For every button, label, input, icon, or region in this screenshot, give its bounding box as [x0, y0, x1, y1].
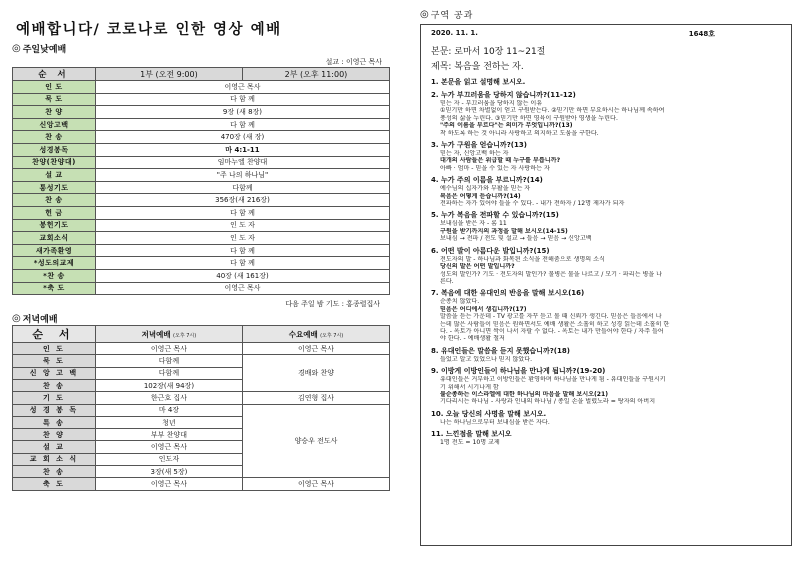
wednesday-value: 김연형 집사 — [242, 392, 389, 404]
question-heading: 6. 어떤 발이 아름다운 발입니까?(15) — [431, 246, 550, 255]
row-label: 찬 송 — [13, 194, 96, 207]
row-label: 기 도 — [13, 392, 96, 404]
row-value: 인 도 자 — [95, 232, 389, 245]
row-label: *성도의교제 — [13, 257, 96, 270]
evening-section-title: 저녁예배 — [22, 315, 58, 326]
answer-line: 기 위해서 시기나게 함 — [440, 383, 499, 391]
row-label: *축 도 — [13, 282, 96, 295]
answer-line: 기다리시는 하나님 - 사랑과 인내의 하나님 / 종일 손을 벌렸노라 = 탕자의 아버지 — [440, 398, 656, 406]
circle-icon: ◎ — [420, 9, 429, 20]
question-item — [431, 347, 785, 363]
answer-line: 믿는 자, 신앙고백 하는 자 — [440, 150, 509, 158]
row-label: 찬 송 — [13, 379, 96, 391]
next-prayer-note: 다음 주일 밤 기도 : 홍종렬집사 — [285, 300, 380, 309]
evening-value: 부부 찬양대 — [95, 429, 242, 441]
row-label: 성경봉독 — [13, 143, 96, 156]
table-row — [13, 392, 390, 404]
lesson-section-title: 구역 공과 — [430, 11, 474, 21]
question-item — [431, 141, 785, 172]
header-evening-label: 저녁예배 — [141, 329, 171, 339]
answer-line: 보내심을 받은 자 - 롬 11 — [440, 220, 507, 228]
question-heading: 11. 느낀점을 말해 보시오 — [431, 430, 512, 439]
row-label: 설 교 — [13, 441, 96, 453]
row-label: 특 송 — [13, 416, 96, 428]
question-heading: 10. 오늘 당신의 사명을 말해 보시오. — [431, 409, 547, 418]
header-order: 순 서 — [13, 326, 96, 343]
question-heading: 4. 누가 주의 이름을 부르니까?(14) — [431, 176, 543, 185]
table-row — [13, 244, 390, 257]
answer-line: 전파하는 자가 있어야 들을 수 있다. - 내가 전하자 / 12명 제자가 되자 — [440, 200, 625, 208]
evening-value: 마 4장 — [95, 404, 242, 416]
left-page — [12, 8, 390, 491]
row-value: 다함께 — [95, 181, 389, 194]
question-heading: 3. 누가 구원을 얻습니까?(13) — [431, 141, 527, 150]
row-label: 찬 송 — [13, 466, 96, 478]
evening-value: 이영근 목사 — [95, 441, 242, 453]
evening-value: 3장(새 5장) — [95, 466, 242, 478]
row-label: 설 교 — [13, 169, 96, 182]
header-wednesday — [242, 326, 389, 343]
lesson-theme: 제목: 복음을 전하는 자. — [431, 62, 524, 72]
evening-value: 다함께 — [95, 355, 242, 367]
answer-line: 들었고 알고 있었으나 믿지 않았다. — [440, 355, 533, 363]
row-label: 인 도 — [13, 81, 96, 94]
answer-line: 예수님의 십자가와 부활을 믿는 자 — [440, 185, 531, 193]
row-label: 인 도 — [13, 343, 96, 355]
table-row — [13, 194, 390, 207]
lesson-section-header — [420, 8, 792, 21]
row-label: 묵 도 — [13, 93, 96, 106]
wednesday-value: 양승우 전도사 — [242, 404, 389, 478]
row-value: 마 4:1-11 — [95, 143, 389, 156]
sunday-section-title: 주일낮예배 — [22, 45, 67, 55]
row-label: 교회소식 — [13, 232, 96, 245]
row-value: 40장 (새 161장) — [95, 269, 389, 282]
row-value: 다 함 께 — [95, 244, 389, 257]
question-item — [431, 78, 785, 87]
answer-line: 풍성의 삶을 누린다. ③믿기만 하면 영육이 구원받아 영생을 누린다. — [440, 114, 618, 122]
row-label: 묵 도 — [13, 355, 96, 367]
header-second-service: 2부 (오후 11:00) — [242, 68, 389, 81]
answer-line: 순종치 않았다. — [440, 298, 480, 306]
row-value: 356장(새 216장) — [95, 194, 389, 207]
row-value: 다 함 께 — [95, 257, 389, 270]
row-label: 성 경 봉 독 — [13, 404, 96, 416]
row-label: 새가족환영 — [13, 244, 96, 257]
answer-line: 불순종하는 이스라엘에 대한 하나님의 마음을 말해 보시오(21) — [440, 390, 609, 398]
answer-line: 대개의 사람들은 위급할 때 누구를 부릅니까? — [440, 157, 561, 165]
evening-section-header — [12, 312, 390, 325]
wednesday-value: 경배와 찬양 — [242, 355, 389, 392]
sunday-service-table — [12, 67, 390, 295]
answer-line: 구원을 받기까지의 과정을 말해 보시오(14-15) — [440, 227, 568, 235]
evening-value: 이영근 목사 — [95, 478, 242, 490]
row-label: 신앙고백 — [13, 118, 96, 131]
evening-service-table — [12, 325, 390, 491]
table-row — [13, 343, 390, 355]
lesson-box — [420, 24, 792, 546]
row-value: 이영근 목사 — [95, 282, 389, 295]
table-row — [13, 355, 390, 367]
question-item — [431, 91, 785, 137]
answer-line: 보내심 → 전파 / 전도 및 설교 → 들음 → 믿음 → 신앙고백 — [440, 235, 592, 243]
row-value: 임마누엘 찬양대 — [95, 156, 389, 169]
row-label: 신 앙 고 백 — [13, 367, 96, 379]
table-row — [13, 219, 390, 232]
question-heading: 8. 유대인들은 말씀을 듣지 못했습니까?(18) — [431, 346, 570, 355]
header-evening-time: (오후 7시) — [173, 332, 197, 339]
sermon-author: 설교 : 이영근 목사 — [325, 58, 382, 66]
table-row — [13, 232, 390, 245]
header-wednesday-time: (오후 7시) — [320, 332, 344, 339]
table-row — [13, 169, 390, 182]
evening-value: 한근호 집사 — [95, 392, 242, 404]
question-item — [431, 410, 785, 426]
answer-line: 아빠 · 엄마 - 믿을 수 있는 자 사랑하는 자 — [440, 164, 550, 172]
answer-line: 야 한다. - 예배생활 철저 — [440, 335, 505, 343]
answer-line: 복음은 어떻게 듣습니까?(14) — [440, 192, 521, 200]
row-value: 다 함 께 — [95, 93, 389, 106]
table-header-row — [13, 326, 390, 343]
answer-line: 당신의 발은 어떤 발입니까? — [440, 263, 515, 271]
question-heading: 1. 본문을 읽고 설명해 보시오. — [431, 78, 526, 86]
evening-value: 이영근 목사 — [95, 343, 242, 355]
row-label: 통성기도 — [13, 181, 96, 194]
sunday-section-header — [12, 42, 390, 55]
header-wednesday-label: 수요예배 — [288, 329, 318, 339]
answer-line: "주의 이름을 부르다"는 의미가 무엇입니까?(13) — [440, 122, 573, 130]
page-title: 예배합니다/ 코로나로 인한 영상 예배 — [16, 22, 282, 38]
row-value: "주 나의 하나님" — [95, 169, 389, 182]
table-row — [13, 269, 390, 282]
row-label: 교 회 소 식 — [13, 453, 96, 465]
table-row — [13, 81, 390, 94]
scripture-text: 본문: 로마서 10장 11~21절 — [431, 47, 546, 57]
table-row — [13, 131, 390, 144]
row-label: 찬 양 — [13, 106, 96, 119]
answer-line: 는데 많은 사람들이 믿음은 원하면서도 예배 생활은 소홀히 하고 성경 읽는데 소홀히 한 — [440, 320, 670, 328]
table-row — [13, 143, 390, 156]
table-row — [13, 206, 390, 219]
circle-icon: ◎ — [12, 313, 21, 325]
row-value: 9장 (새 8장) — [95, 106, 389, 119]
answer-line: 성도의 발인가? 기도 · 전도자의 발인가? 물병은 물을 나르고 / 모기 · 파리는 병을 나 — [440, 270, 662, 278]
table-row — [13, 156, 390, 169]
answer-line: 1명 전도 = 10명 교제 — [440, 439, 500, 447]
row-value: 이영근 목사 — [95, 81, 389, 94]
row-label: 봉헌기도 — [13, 219, 96, 232]
date-line — [431, 29, 785, 39]
lesson-date: 2020. 11. 1. — [431, 29, 478, 37]
row-label: 찬양(찬양대) — [13, 156, 96, 169]
table-row — [13, 181, 390, 194]
question-item — [431, 211, 785, 242]
row-value: 다 함 께 — [95, 118, 389, 131]
question-heading: 9. 이방게 이방인들이 하나님을 만나게 됩니까?(19-20) — [431, 367, 606, 376]
question-item — [431, 176, 785, 207]
table-row — [13, 106, 390, 119]
answer-line: 유대인들은 거부하고 이방인들은 환영하며 하나님을 만나게 됨 - 유대인들을 구원시키 — [440, 376, 666, 384]
evening-value: 인도자 — [95, 453, 242, 465]
row-label: 헌 금 — [13, 206, 96, 219]
row-label: *찬 송 — [13, 269, 96, 282]
wednesday-value: 이영근 목사 — [242, 478, 389, 490]
table-row — [13, 478, 390, 490]
answer-line: 나는 하나님으로부터 보내심을 받은 자다. — [440, 418, 550, 426]
table-row — [13, 282, 390, 295]
answer-line: 말씀을 듣는 가운데 - TV 광고를 자꾸 듣고 볼 때 신뢰가 생긴다. 믿음은 들음에서 나 — [440, 313, 662, 321]
question-list — [431, 78, 785, 447]
answer-line: 착 하도록 하는 것 아니라 사랑하고 의지하고 도움을 구한다. — [440, 129, 599, 137]
header-evening — [95, 326, 242, 343]
answer-line: 전도자의 발 - 하나님과 화목된 소식을 전해줌으로 생명의 소식 — [440, 255, 605, 263]
evening-value: 청년 — [95, 416, 242, 428]
wednesday-value: 이영근 목사 — [242, 343, 389, 355]
table-header-row — [13, 68, 390, 81]
table-row — [13, 93, 390, 106]
answer-line: 믿는 자 - 부끄러움을 당하지 않는 이유 — [440, 100, 543, 107]
row-value: 다 함 께 — [95, 206, 389, 219]
row-label: 찬 송 — [13, 131, 96, 144]
row-value: 470장 (새 장) — [95, 131, 389, 144]
right-page — [420, 8, 792, 546]
question-item — [431, 367, 785, 406]
question-item — [431, 247, 785, 286]
table-row — [13, 257, 390, 270]
evening-value: 다함께 — [95, 367, 242, 379]
row-label: 찬 양 — [13, 429, 96, 441]
table-row — [13, 118, 390, 131]
answer-line: 른다. — [440, 277, 454, 285]
row-label: 축 도 — [13, 478, 96, 490]
circle-icon: ◎ — [12, 43, 21, 54]
question-heading: 5. 누가 복음을 전파할 수 있습니까?(15) — [431, 211, 559, 220]
header-first-service: 1부 (오전 9:00) — [95, 68, 242, 81]
header-order: 순 서 — [13, 68, 96, 81]
answer-line: 믿음은 어디에서 생깁니까?(17) — [440, 305, 527, 313]
question-heading: 7. 복음에 대한 유대인의 반응을 말해 보시오(16) — [431, 289, 585, 298]
question-item — [431, 289, 785, 342]
answer-line: 다. - 옥토가 아니면 싹이 나서 자랄 수 없다. - 옥토는 내가 만들어야 한다 / 자주 들어 — [440, 327, 664, 335]
table-row — [13, 404, 390, 416]
question-heading: 2. 누가 부끄러움을 당하지 않습니까?(11-12) — [431, 91, 576, 99]
row-value: 인 도 자 — [95, 219, 389, 232]
answer-line: ①믿기만 하면 차별없이 얻고 구원받는다. ②믿기만 하면 부요하시는 하나님께 속하여 — [440, 107, 665, 115]
issue-number: 1648호 — [688, 30, 715, 38]
question-item — [431, 430, 785, 446]
evening-value: 102장(새 94장) — [95, 379, 242, 391]
